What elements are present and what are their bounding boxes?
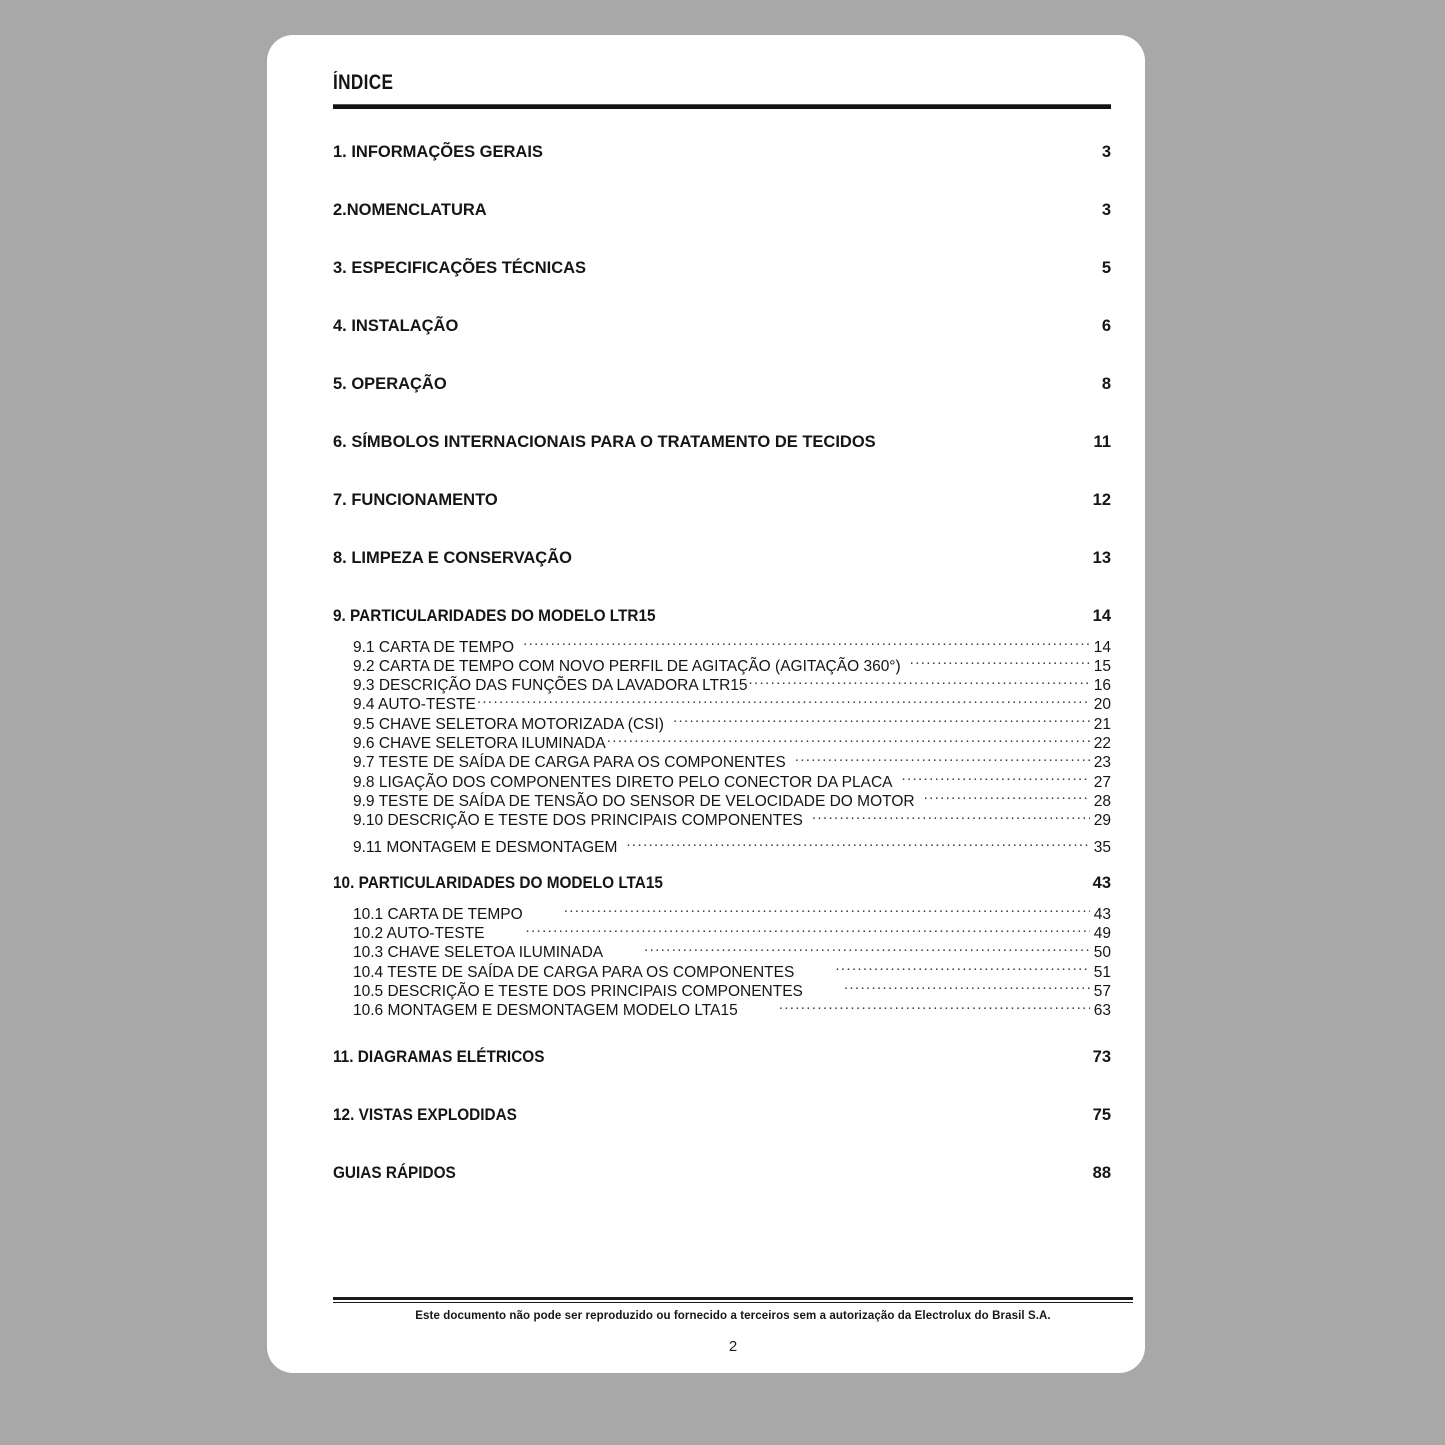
toc-subentry[interactable] [333,732,1111,751]
toc-entry-label: 9.2 CARTA DE TEMPO COM NOVO PERFIL DE AGITAÇÃO (AGITAÇÃO 360°) [353,657,901,675]
toc-group-spacer [333,404,1111,423]
toc-entry[interactable] [333,191,1111,230]
toc-page-number: 43 [1093,905,1111,923]
toc-entry-label: 5. OPERAÇÃO [333,375,447,393]
toc-entry-label: 9.11 MONTAGEM E DESMONTAGEM [353,839,618,857]
toc-group-spacer [333,578,1111,597]
toc-entry-label: 9.7 TESTE DE SAÍDA DE CARGA PARA OS COMPONENTES [353,754,786,772]
document-page [267,35,1145,1373]
toc-entry-label: 9.1 CARTA DE TEMPO [353,638,515,656]
toc-subentry[interactable] [333,1000,1111,1019]
toc-subentry[interactable] [333,694,1111,713]
toc-leader-dots [448,373,1090,390]
toc-entry-label: 9.9 TESTE DE SAÍDA DE TENSÃO DO SENSOR DE VELOCIDADE DO MOTOR [353,792,915,810]
toc-subentry[interactable] [333,771,1111,790]
toc-group-spacer [333,230,1111,249]
toc-group-spacer [333,1135,1111,1154]
toc-entry-label: 4. INSTALAÇÃO [333,317,459,335]
toc-entry[interactable] [333,1038,1111,1077]
toc-leader-dots [681,605,1090,622]
toc-leader-dots [901,771,1090,787]
toc-leader-dots [544,141,1090,158]
toc-entry[interactable] [333,249,1111,288]
toc-entry[interactable] [333,1096,1111,1135]
toc-leader-dots [910,655,1090,671]
toc-leader-dots [477,694,1090,710]
toc-entry[interactable] [333,423,1111,462]
toc-subentry[interactable] [333,675,1111,694]
toc-page-number: 28 [1093,792,1111,810]
toc-group-spacer [333,1193,1111,1212]
toc-subentry[interactable] [333,752,1111,771]
toc-leader-dots [626,837,1090,853]
toc-entry-label: 10.4 TESTE DE SAÍDA DE CARGA PARA OS COMPONENTES [353,963,795,981]
toc-page-number: 21 [1093,715,1111,733]
toc-entry-label: 11. DIAGRAMAS ELÉTRICOS [333,1048,545,1067]
page-content-area [333,35,1111,1373]
toc-page-number: 22 [1093,734,1111,752]
toc-leader-dots [526,923,1090,939]
toc-subentry[interactable] [333,923,1111,942]
page-title: ÍNDICE [333,71,394,94]
toc-subentry[interactable] [333,903,1111,922]
toc-leader-dots [924,790,1090,806]
toc-subentry[interactable] [333,961,1111,980]
toc-leader-dots [466,1162,1090,1179]
toc-entry[interactable] [333,539,1111,578]
toc-leader-dots [581,547,1090,564]
toc-page-number: 73 [1092,1048,1111,1067]
toc-page-number: 11 [1093,433,1111,451]
toc-entry-label: 8. LIMPEZA E CONSERVAÇÃO [333,549,572,567]
toc-page-number: 49 [1093,925,1111,943]
toc-page-number: 5 [1101,259,1111,277]
toc-group-spacer [333,1077,1111,1096]
toc-page-number: 29 [1093,812,1111,830]
toc-entry-label: GUIAS RÁPIDOS [333,1164,456,1183]
toc-entry[interactable] [333,864,1111,903]
toc-entry-label: 10.3 CHAVE SELETOA ILUMINADA [353,944,604,962]
toc-entry-label: 3. ESPECIFICAÇÕES TÉCNICAS [333,259,587,277]
toc-leader-dots [689,872,1090,889]
toc-leader-dots [561,1046,1090,1063]
toc-leader-dots [467,315,1090,332]
toc-leader-dots [885,431,1090,448]
toc-subentry[interactable] [333,655,1111,674]
toc-page-number: 57 [1093,982,1111,1000]
toc-leader-dots [835,961,1090,977]
toc-entry[interactable] [333,1154,1111,1193]
toc-group-spacer [333,172,1111,191]
toc-subentry[interactable] [333,636,1111,655]
toc-page-number: 35 [1093,839,1111,857]
title-divider [333,104,1111,109]
toc-subentry[interactable] [333,980,1111,999]
toc-entry-label: 1. INFORMAÇÕES GERAIS [333,143,543,161]
toc-page-number: 50 [1093,944,1111,962]
toc-group-spacer [333,346,1111,365]
toc-leader-dots [496,199,1090,216]
toc-entry-label: 2.NOMENCLATURA [333,201,487,219]
toc-entry-label: 10.1 CARTA DE TEMPO [353,905,523,923]
toc-page-number: 63 [1093,1002,1111,1020]
toc-page-number: 3 [1101,143,1111,161]
toc-leader-dots [795,752,1090,768]
toc-entry[interactable] [333,307,1111,346]
toc-leader-dots [779,1000,1090,1016]
toc-leader-dots [540,1104,1090,1121]
toc-entry-label: 10.5 DESCRIÇÃO E TESTE DOS PRINCIPAIS COMPONENTES [353,982,803,1000]
toc-page-number: 8 [1101,375,1111,393]
toc-subentry[interactable] [333,713,1111,732]
toc-group-spacer [333,462,1111,481]
toc-subentry[interactable] [333,810,1111,829]
toc-page-number: 20 [1093,696,1111,714]
toc-leader-dots [564,903,1090,919]
toc-entry-label: 10.6 MONTAGEM E DESMONTAGEM MODELO LTA15 [353,1002,738,1020]
toc-page-number: 3 [1101,201,1111,219]
toc-entry[interactable] [333,133,1111,172]
toc-page-number: 51 [1093,963,1111,981]
toc-page-number: 27 [1093,773,1111,791]
toc-leader-dots [499,489,1090,506]
toc-page-number: 88 [1092,1164,1111,1183]
toc-leader-dots [749,675,1090,691]
toc-entry-label: 6. SÍMBOLOS INTERNACIONAIS PARA O TRATAMENTO DE TECIDOS [333,433,876,451]
toc-subentry[interactable] [333,837,1111,856]
toc-entry-label: 9.6 CHAVE SELETORA ILUMINADA [353,734,606,752]
toc-page-number: 6 [1101,317,1111,335]
toc-leader-dots [607,732,1090,748]
toc-subentry[interactable] [333,942,1111,961]
toc-entry-label: 9. PARTICULARIDADES DO MODELO LTR15 [333,607,656,625]
toc-entry[interactable] [333,597,1111,636]
toc-leader-dots [812,810,1090,826]
toc-leader-dots [523,636,1090,652]
toc-page-number: 13 [1092,549,1111,567]
toc-page-number: 15 [1093,657,1111,675]
toc-page-number: 12 [1092,491,1111,509]
toc-page-number: 14 [1092,607,1111,625]
toc-entry-label: 12. VISTAS EXPLODIDAS [333,1106,517,1125]
toc-page-number: 75 [1092,1106,1111,1125]
toc-page-number: 16 [1093,677,1111,695]
toc-page-number: 43 [1092,874,1111,893]
toc-entry-label: 10.2 AUTO-TESTE [353,925,485,943]
toc-entry-label: 10. PARTICULARIDADES DO MODELO LTA15 [333,874,663,893]
toc-leader-dots [595,257,1090,274]
table-of-contents [333,133,1111,1212]
toc-group-spacer [333,1019,1111,1038]
toc-page-number: 14 [1093,638,1111,656]
toc-entry[interactable] [333,365,1111,404]
toc-leader-dots [644,942,1090,958]
toc-page-number: 23 [1093,754,1111,772]
toc-entry-label: 9.3 DESCRIÇÃO DAS FUNÇÕES DA LAVADORA LTR15 [353,677,748,695]
toc-entry[interactable] [333,481,1111,520]
toc-entry-label: 9.5 CHAVE SELETORA MOTORIZADA (CSI) [353,715,664,733]
toc-leader-dots [844,980,1090,996]
toc-entry-label: 9.4 AUTO-TESTE [353,696,476,714]
footer-copyright-note: Este documento não pode ser reproduzido ou fornecido a terceiros sem a autorização da Electrolux do Brasil S.A. [415,1310,1051,1322]
toc-entry-label: 9.8 LIGAÇÃO DOS COMPONENTES DIRETO PELO CONECTOR DA PLACA [353,773,893,791]
footer-page-number: 2 [728,1338,738,1355]
footer-divider [333,1297,1133,1303]
toc-subentry[interactable] [333,790,1111,809]
toc-leader-dots [673,713,1090,729]
toc-group-spacer [333,288,1111,307]
toc-entry-label: 7. FUNCIONAMENTO [333,491,498,509]
toc-group-spacer [333,520,1111,539]
toc-entry-label: 9.10 DESCRIÇÃO E TESTE DOS PRINCIPAIS COMPONENTES [353,812,803,830]
